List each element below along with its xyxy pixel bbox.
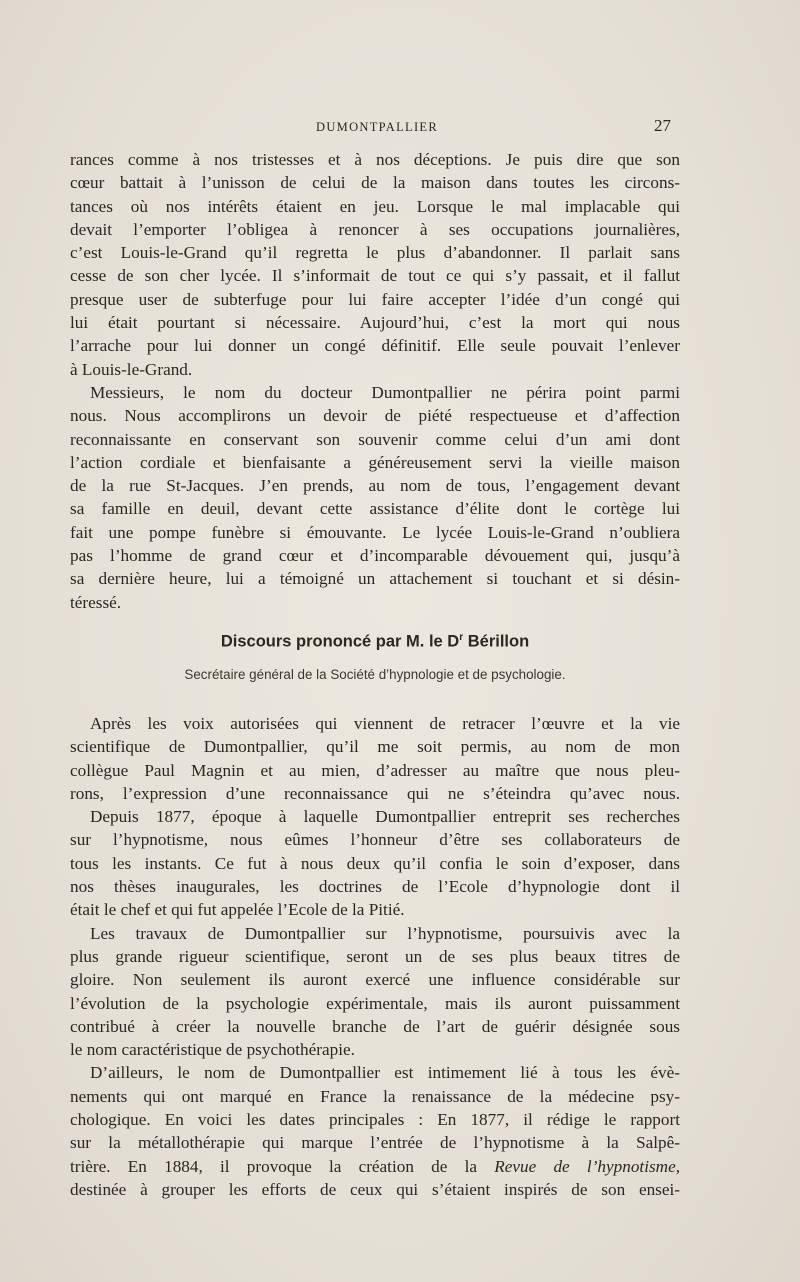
text-line: le nom caractéristique de psychothérapie. (70, 1040, 355, 1060)
text-line: reconnaissante en conservant son souvenir comme celui d’un ami dont (70, 429, 680, 449)
text-line: scientifique de Dumontpallier, qu’il me soit permis, au nom de mon (70, 737, 680, 757)
text-line: à Louis-le-Grand. (70, 359, 193, 379)
heading-suffix: Bérillon (463, 632, 530, 651)
text-line-with-title (70, 1155, 680, 1178)
heading-prefix: Discours prononcé par M. le D (220, 632, 460, 651)
text-line: contribué à créer la nouvelle branche de l’art de guérir désignée sous (70, 1016, 680, 1036)
text-line: tances où nos intérêts étaient en jeu. Lorsque le mal implacable qui (70, 196, 680, 216)
text-line: rances comme à nos tristesses et à nos déceptions. Je puis dire que son (70, 150, 680, 169)
section-subtitle: Secrétaire général de la Société d’hypnologie et de psychologie. (184, 667, 566, 682)
running-title: DUMONTPALLIER (316, 120, 438, 134)
text-line: sur la métallothérapie qui marque l’entrée de l’hypnotisme à la Salpê- (70, 1133, 680, 1153)
text-line: sa dernière heure, lui a témoigné un attachement si touchant et si désin- (70, 569, 680, 589)
text-line: l’arrache pour lui donner un congé définitif. Elle seule pouvait l’enlever (70, 336, 680, 356)
text-line: l’action cordiale et bienfaisante a généreusement servi la vieille maison (70, 452, 680, 472)
text-line: téressé. (70, 592, 122, 612)
text-line: Les travaux de Dumontpallier sur l’hypnotisme, poursuivis avec la (90, 923, 680, 943)
body-section-1 (70, 148, 680, 614)
text-line: D’ailleurs, le nom de Dumontpallier est intimement lié à tous les évè- (90, 1063, 680, 1083)
section-heading (70, 632, 680, 652)
text-line: destinée à grouper les efforts de ceux qui s’étaient inspirés de son ensei- (70, 1179, 680, 1199)
text-line: de la rue St-Jacques. J’en prends, au nom de tous, l’engagement devant (70, 476, 680, 496)
text-line: fait une pompe funèbre si émouvante. Le lycée Louis-le-Grand n’oubliera (70, 522, 680, 542)
text-line: nous. Nous accomplirons un devoir de piété respectueuse et d’affection (70, 406, 680, 426)
body-section-2 (70, 712, 680, 1201)
text-line: presque user de subterfuge pour lui faire accepter l’idée d’un congé qui (70, 289, 680, 309)
text-line: était le chef et qui fut appelée l’Ecole de la Pitié. (70, 900, 405, 920)
text-line: nements qui ont marqué en France la renaissance de la médecine psy- (70, 1086, 680, 1106)
text-line: Depuis 1877, époque à laquelle Dumontpallier entreprit ses recherches (90, 807, 680, 827)
text-line: l’évolution de la psychologie expérimentale, mais ils auront puissamment (70, 993, 680, 1013)
text-line: collègue Paul Magnin et au mien, d’adresser au maître que nous pleu- (70, 760, 680, 780)
page-number: 27 (654, 116, 671, 135)
text-line: tous les instants. Ce fut à nous deux qu’il confia le soin d’exposer, dans (70, 853, 680, 873)
text-line: Messieurs, le nom du docteur Dumontpallier ne périra point parmi (90, 382, 680, 402)
text-line: cœur battait à l’unisson de celui de la maison dans toutes les circons- (70, 173, 680, 193)
text-line: sa famille en deuil, devant cette assistance d’élite dont le cortège lui (70, 499, 680, 519)
text-line: plus grande rigueur scientifique, seront un de ses plus beaux titres de (70, 946, 680, 966)
heading-sup: r (459, 632, 464, 643)
text-line: pas l’homme de grand cœur et d’incomparable dévouement qui, jusqu’à (70, 546, 680, 566)
text-line: sur l’hypnotisme, nous eûmes l’honneur d’être ses collaborateurs de (70, 830, 680, 850)
text-line: Après les voix autorisées qui viennent de retracer l’œuvre et la vie (90, 714, 680, 733)
text-line: nos thèses inaugurales, les doctrines de l’Ecole d’hypnologie dont il (70, 877, 680, 897)
text-line: lui était pourtant si nécessaire. Aujourd’hui, c’est la mort qui nous (70, 313, 680, 333)
text-line: c’est Louis-le-Grand qu’il regretta le plus d’abandonner. Il parlait sans (70, 243, 680, 263)
text-line: devait l’emporter l’obligea à renoncer à ses occupations journalières, (70, 219, 680, 239)
text-line: cesse de son cher lycée. Il s’informait de tout ce qui s’y passait, et il fallut (70, 266, 680, 286)
running-head (0, 116, 800, 136)
text-segment: trière. En 1884, il provoque la création de la (70, 1156, 495, 1176)
journal-title: Revue de l’hypnotisme, (494, 1156, 680, 1176)
text-line: gloire. Non seulement ils auront exercé une influence considérable sur (70, 970, 680, 990)
text-line: chologique. En voici les dates principales : En 1877, il rédige le rapport (70, 1110, 680, 1130)
text-line: rons, l’expression d’une reconnaissance qui ne s’éteindra qu’avec nous. (70, 783, 680, 803)
